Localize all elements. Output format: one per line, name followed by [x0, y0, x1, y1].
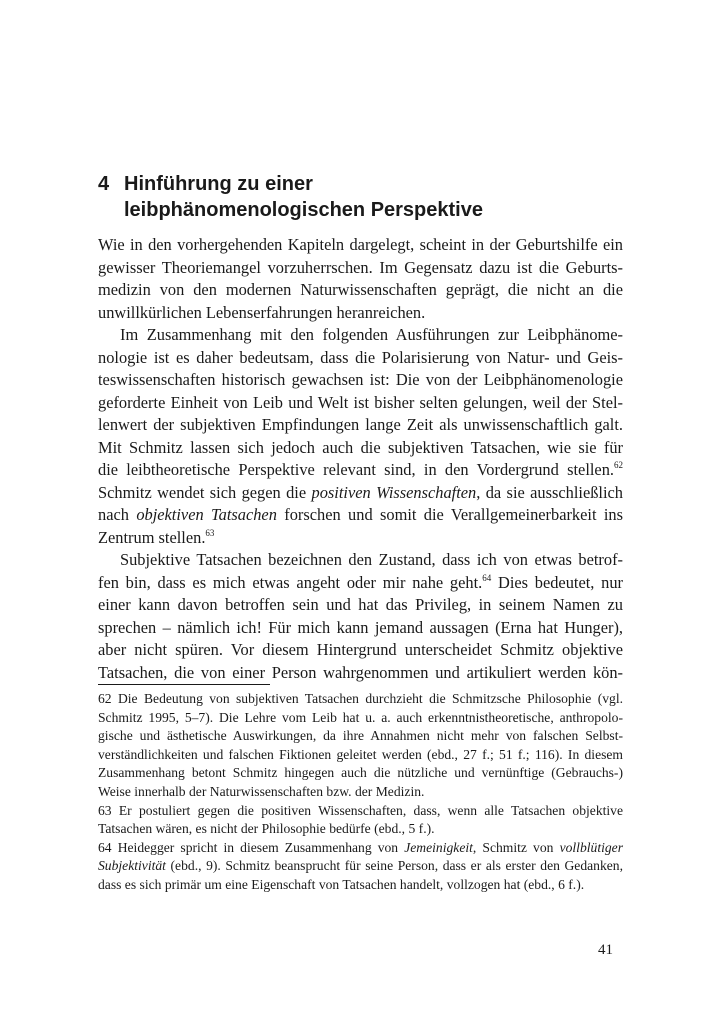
footnote-63-line: 63 Er postuliert gegen die positiven Wissenschaften, dass, wenn alle Tatsachen objektive [98, 802, 623, 818]
text-segment: forschen und somit die Verallgemeinerbarkeit ins [276, 505, 623, 524]
text-line: Tatsachen, die von einer Person wahrgenommen und artikuliert werden kön- [98, 662, 623, 682]
footnote-ref-64: 64 [482, 572, 492, 583]
text-segment: , da sie ausschließlich [476, 482, 623, 502]
italic-term: Subjektivität [98, 858, 166, 874]
footnote-62-line: verständlichkeiten und falschen Fiktionen geleitet werden (ebd., 27 f.; 51 f.; 116). In diesem [98, 746, 623, 762]
footnote-62-line: gische und ästhetische Auswirkungen, da ihre Annahmen nicht mehr von falschen Selbst- [98, 728, 623, 744]
text-segment: 64 Heidegger spricht in diesem Zusammenhang von [98, 839, 405, 855]
text-line [98, 459, 623, 482]
text-line [98, 482, 623, 505]
text-line: geforderte Einheit von Leib und Welt ist bisher selten gelungen, weil der Stel- [98, 392, 623, 412]
text-line: einer kann davon betroffen sein und hat das Privileg, in seinem Namen zu [98, 595, 623, 614]
text-line [98, 527, 623, 550]
footnote-ref-62: 62 [614, 460, 623, 470]
footnote-64-line [98, 857, 623, 876]
footnote-separator [98, 684, 270, 685]
text-segment: Schmitz wendet sich gegen die [98, 482, 312, 502]
italic-term: objektiven Tatsachen [136, 505, 277, 524]
text-line: medizin von den modernen Naturwissenschaften geprägt, die nicht an die [98, 280, 623, 299]
text-line [98, 572, 623, 595]
body-text [98, 234, 623, 684]
text-line: unwillkürlichen Lebenserfahrungen heranreichen. [98, 302, 426, 322]
text-segment: , Schmitz von [472, 839, 560, 855]
page-number: 41 [598, 942, 613, 958]
text-line: lenwert der subjektiven Empfindungen lange Zeit als unwissenschaftlich galt. [98, 415, 623, 434]
footnote-ref-63: 63 [205, 527, 215, 538]
italic-term: vollblütiger [559, 839, 623, 855]
text-line: teswissenschaften historisch gewachsen ist: Die von der Leibphänomenologie [98, 370, 623, 389]
footnote-62-line: Schmitz 1995, 5–7). Die Lehre vom Leib hat u. a. auch erkenntnistheoretische, anthropolo- [98, 709, 623, 725]
text-segment: Dies bedeutet, nur [491, 572, 623, 592]
chapter-title-line-1: Hinführung zu einer [124, 173, 313, 195]
chapter-title-line-2: leibphänomenologischen Perspektive [124, 199, 483, 221]
chapter-number: 4 [98, 173, 110, 195]
text-segment: nach [98, 505, 137, 524]
text-segment: fen bin, dass es mich etwas angeht oder mir nahe geht. [98, 572, 483, 592]
text-line: Wie in den vorhergehenden Kapiteln dargelegt, scheint in der Geburtshilfe ein [98, 235, 623, 254]
footnote-62-line: Zusammenhang betont Schmitz hingegen auch die nützliche und vernünftige (Gebrauchs-) [98, 765, 623, 781]
footnote-62-line: 62 Die Bedeutung von subjektiven Tatsachen durchzieht die Schmitzsche Philosophie (vgl. [98, 691, 623, 706]
text-line [98, 504, 623, 527]
text-line: gewisser Theoriemangel vorzuherrschen. Im Gegensatz dazu ist die Geburts- [98, 257, 623, 277]
footnote-62-line: Weise innerhalb der Naturwissenschaften bzw. der Medizin. [98, 783, 425, 799]
text-segment: (ebd., 9). Schmitz beansprucht für seine Person, dass er als erster den Gedanken, [165, 858, 623, 874]
footnote-63-line: Tatsachen wären, es nicht der Philosophie bedürfe (ebd., 5 f.). [98, 821, 435, 837]
footnote-64-line: dass es sich primär um eine Eigenschaft von Tatsachen handelt, vollzogen hat (ebd., 6 f.). [98, 876, 585, 892]
text-line: Subjektive Tatsachen bezeichnen den Zustand, dass ich von etwas betrof- [120, 550, 623, 569]
text-line: sprechen – nämlich ich! Für mich kann jemand aussagen (Erna hat Hunger), [98, 617, 623, 637]
text-line: aber nicht spüren. Vor diesem Hintergrund unterscheidet Schmitz objektive [98, 640, 623, 659]
footnote-64-line [98, 839, 623, 858]
chapter-title [124, 171, 604, 223]
footnotes [98, 690, 623, 895]
text-segment: Zentrum stellen. [98, 527, 206, 547]
text-segment: die leibtheoretische Perspektive relevant sind, in den Vordergrund stellen. [98, 460, 614, 479]
text-line: Im Zusammenhang mit den folgenden Ausführungen zur Leibphänome- [120, 325, 623, 344]
text-line: Mit Schmitz lassen sich jedoch auch die subjektiven Tatsachen, wie sie für [98, 437, 623, 457]
italic-term: Jemeinigkeit [404, 839, 473, 855]
italic-term: positiven Wissenschaften [311, 482, 477, 502]
text-line: nologie ist es daher bedeutsam, dass die Polarisierung von Natur- und Geis- [98, 347, 623, 367]
